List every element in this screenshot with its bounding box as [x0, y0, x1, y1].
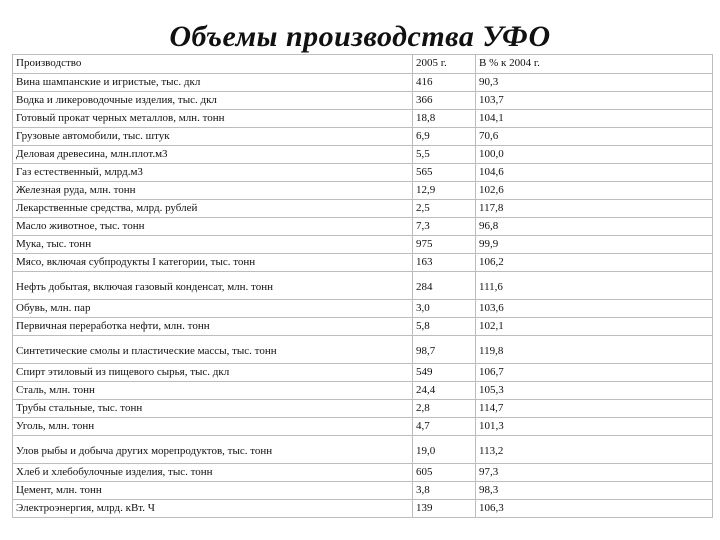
cell-percent: 103,6 [476, 300, 713, 318]
table-row [13, 482, 713, 500]
table-row [13, 200, 713, 218]
cell-product: Первичная переработка нефти, млн. тонн [13, 318, 413, 336]
cell-2005: 6,9 [413, 128, 476, 146]
cell-2005: 19,0 [413, 436, 476, 464]
table-row [13, 300, 713, 318]
cell-percent: 98,3 [476, 482, 713, 500]
cell-percent: 104,1 [476, 110, 713, 128]
cell-percent: 97,3 [476, 464, 713, 482]
table-row [13, 464, 713, 482]
cell-percent: 104,6 [476, 164, 713, 182]
cell-percent: 106,7 [476, 364, 713, 382]
cell-2005: 12,9 [413, 182, 476, 200]
cell-2005: 5,5 [413, 146, 476, 164]
cell-2005: 4,7 [413, 418, 476, 436]
cell-product: Мука, тыс. тонн [13, 236, 413, 254]
cell-percent: 111,6 [476, 272, 713, 300]
cell-2005: 549 [413, 364, 476, 382]
cell-2005: 2,5 [413, 200, 476, 218]
table-row [13, 128, 713, 146]
cell-2005: 18,8 [413, 110, 476, 128]
cell-product: Спирт этиловый из пищевого сырья, тыс. дкл [13, 364, 413, 382]
table-row [13, 164, 713, 182]
cell-2005: 416 [413, 74, 476, 92]
cell-product: Вина шампанские и игристые, тыс. дкл [13, 74, 413, 92]
header-production: Производство [13, 55, 413, 74]
header-percent: В % к 2004 г. [476, 55, 713, 74]
table-row [13, 110, 713, 128]
table-row [13, 436, 713, 464]
cell-percent: 102,1 [476, 318, 713, 336]
cell-percent: 119,8 [476, 336, 713, 364]
table-row [13, 236, 713, 254]
cell-2005: 2,8 [413, 400, 476, 418]
production-table [12, 54, 713, 518]
table-row [13, 254, 713, 272]
cell-percent: 103,7 [476, 92, 713, 110]
table-row [13, 400, 713, 418]
cell-percent: 101,3 [476, 418, 713, 436]
cell-2005: 139 [413, 500, 476, 518]
cell-2005: 98,7 [413, 336, 476, 364]
cell-product: Цемент, млн. тонн [13, 482, 413, 500]
cell-product: Электроэнергия, млрд. кВт. Ч [13, 500, 413, 518]
cell-percent: 102,6 [476, 182, 713, 200]
cell-product: Обувь, млн. пар [13, 300, 413, 318]
cell-percent: 106,2 [476, 254, 713, 272]
header-2005: 2005 г. [413, 55, 476, 74]
cell-product: Синтетические смолы и пластические массы, тыс. тонн [13, 336, 413, 364]
table-row [13, 146, 713, 164]
cell-percent: 113,2 [476, 436, 713, 464]
cell-product: Трубы стальные, тыс. тонн [13, 400, 413, 418]
cell-product: Грузовые автомобили, тыс. штук [13, 128, 413, 146]
table-row [13, 218, 713, 236]
table-row [13, 92, 713, 110]
page-title: Объемы производства УФО [169, 20, 551, 53]
cell-product: Водка и ликероводочные изделия, тыс. дкл [13, 92, 413, 110]
table-row [13, 318, 713, 336]
table-row [13, 364, 713, 382]
cell-percent: 96,8 [476, 218, 713, 236]
cell-product: Нефть добытая, включая газовый конденсат, млн. тонн [13, 272, 413, 300]
cell-2005: 7,3 [413, 218, 476, 236]
cell-product: Хлеб и хлебобулочные изделия, тыс. тонн [13, 464, 413, 482]
table-row [13, 182, 713, 200]
table-row [13, 418, 713, 436]
cell-product: Железная руда, млн. тонн [13, 182, 413, 200]
cell-2005: 5,8 [413, 318, 476, 336]
table-header-row [13, 55, 713, 74]
cell-percent: 106,3 [476, 500, 713, 518]
cell-2005: 284 [413, 272, 476, 300]
cell-product: Масло животное, тыс. тонн [13, 218, 413, 236]
cell-percent: 90,3 [476, 74, 713, 92]
cell-percent: 70,6 [476, 128, 713, 146]
table-row [13, 336, 713, 364]
cell-product: Лекарственные средства, млрд. рублей [13, 200, 413, 218]
table-row [13, 272, 713, 300]
cell-percent: 99,9 [476, 236, 713, 254]
cell-2005: 3,8 [413, 482, 476, 500]
cell-product: Мясо, включая субпродукты I категории, тыс. тонн [13, 254, 413, 272]
cell-2005: 24,4 [413, 382, 476, 400]
table-row [13, 74, 713, 92]
cell-2005: 366 [413, 92, 476, 110]
cell-product: Уголь, млн. тонн [13, 418, 413, 436]
cell-product: Газ естественный, млрд.м3 [13, 164, 413, 182]
cell-2005: 3,0 [413, 300, 476, 318]
cell-percent: 117,8 [476, 200, 713, 218]
table-row [13, 382, 713, 400]
cell-2005: 565 [413, 164, 476, 182]
cell-product: Сталь, млн. тонн [13, 382, 413, 400]
cell-2005: 163 [413, 254, 476, 272]
cell-product: Улов рыбы и добыча других морепродуктов, тыс. тонн [13, 436, 413, 464]
cell-percent: 114,7 [476, 400, 713, 418]
cell-product: Деловая древесина, млн.плот.м3 [13, 146, 413, 164]
cell-2005: 975 [413, 236, 476, 254]
cell-percent: 105,3 [476, 382, 713, 400]
cell-percent: 100,0 [476, 146, 713, 164]
cell-product: Готовый прокат черных металлов, млн. тонн [13, 110, 413, 128]
table-row [13, 500, 713, 518]
cell-2005: 605 [413, 464, 476, 482]
